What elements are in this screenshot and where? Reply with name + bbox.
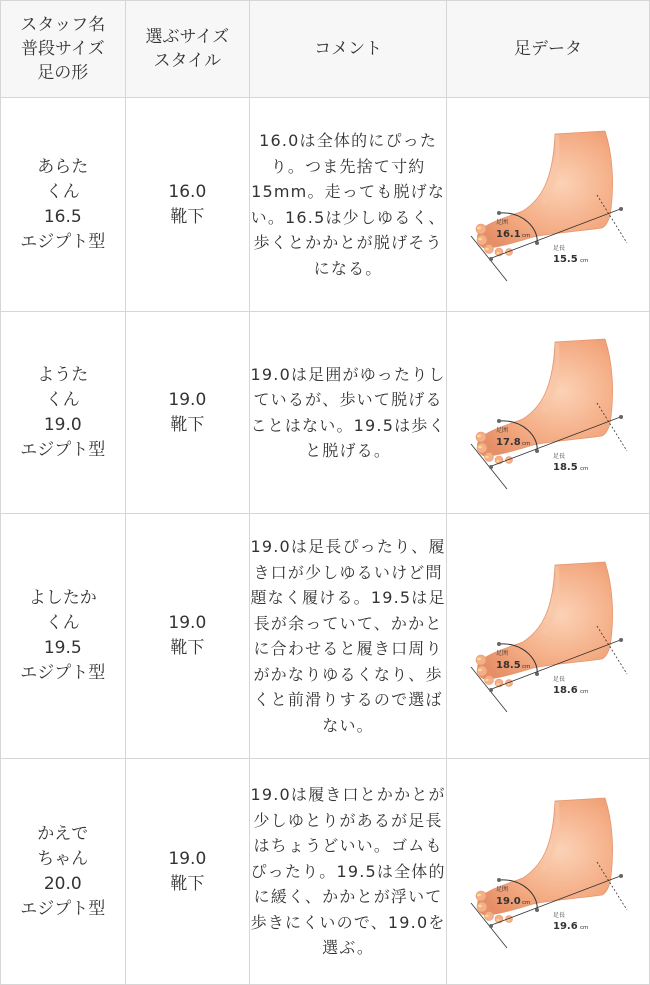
table-row — [1, 98, 650, 312]
comment-cell: 19.0は足長ぴったり、履き口が少しゆるいけど問題なく履ける。19.5は足長が余っていて、かかとに合わせると履き口周りがかなりゆるくなり、歩くと前滑りするので選ばない。 — [250, 514, 447, 759]
foot-data-cell — [447, 759, 650, 985]
staff-name-line: くん — [45, 389, 80, 410]
foot-data-cell — [447, 514, 650, 759]
header-staff-line: 足の形 — [37, 63, 89, 83]
chosen-size: 16.0 — [168, 181, 207, 202]
foot-data-cell — [447, 98, 650, 312]
style: 靴下 — [170, 206, 205, 227]
size-cell — [125, 759, 250, 985]
foot-shape: エジプト型 — [20, 663, 106, 683]
table-row — [1, 312, 650, 514]
header-staff — [1, 1, 126, 98]
table-header-row — [1, 1, 650, 98]
foot-shape: エジプト型 — [20, 898, 106, 919]
length-value: 15.5 — [553, 253, 578, 265]
girth-value: 16.1 — [496, 228, 521, 240]
foot-illustration — [463, 333, 633, 493]
staff-name-line: くん — [45, 181, 80, 202]
staff-cell — [1, 759, 126, 985]
foot-illustration — [463, 125, 633, 285]
girth-value: 18.5 — [496, 660, 521, 671]
foot-illustration — [463, 792, 633, 952]
staff-name-line: よしたか — [28, 588, 97, 608]
staff-cell — [1, 98, 126, 312]
header-comment: コメント — [250, 1, 447, 98]
chosen-size: 19.0 — [168, 613, 207, 633]
length-unit: cm — [580, 924, 589, 931]
usual-size: 19.0 — [43, 414, 82, 435]
foot-data-cell — [447, 312, 650, 514]
length-value: 18.5 — [553, 461, 578, 473]
staff-cell — [1, 312, 126, 514]
size-cell — [125, 98, 250, 312]
header-foot-data: 足データ — [447, 1, 650, 98]
girth-label: 足囲 — [496, 218, 509, 226]
length-label: 足長 — [553, 676, 566, 683]
size-cell — [125, 312, 250, 514]
girth-unit: cm — [522, 664, 531, 670]
staff-cell — [1, 514, 126, 759]
girth-unit: cm — [522, 440, 531, 447]
girth-unit: cm — [522, 232, 531, 239]
staff-name-line: くん — [45, 613, 80, 633]
comment-cell: 19.0は履き口とかかとが少しゆとりがあるが足長はちょうどいい。ゴムもぴったり。19.5は全体的に緩く、かかとが浮いて歩きにくいので、19.0を選ぶ。 — [250, 759, 447, 985]
header-staff-line: スタッフ名 — [20, 15, 106, 35]
comment-cell: 19.0は足囲がゆったりしているが、歩いて脱げることはない。19.5は歩くと脱げる。 — [250, 312, 447, 514]
girth-value: 19.0 — [496, 895, 521, 907]
length-unit: cm — [580, 465, 589, 472]
style: 靴下 — [170, 638, 205, 658]
table-row — [1, 514, 650, 759]
header-staff-line: 普段サイズ — [20, 39, 105, 59]
girth-label: 足囲 — [496, 650, 509, 657]
usual-size: 16.5 — [43, 206, 82, 227]
staff-name-line: ちゃん — [37, 848, 89, 869]
chosen-size: 19.0 — [168, 389, 207, 410]
usual-size: 19.5 — [43, 638, 82, 658]
girth-value: 17.8 — [496, 436, 521, 448]
style: 靴下 — [170, 873, 205, 894]
table-row — [1, 759, 650, 985]
staff-name-line: ようた — [37, 364, 89, 385]
style: 靴下 — [170, 414, 205, 435]
comment-cell: 16.0は全体的にぴったり。つま先捨て寸約15mm。走っても脱げない。16.5は少しゆるく、歩くとかかとが脱げそうになる。 — [250, 98, 447, 312]
girth-unit: cm — [522, 899, 531, 906]
length-unit: cm — [580, 257, 589, 264]
usual-size: 20.0 — [43, 873, 82, 894]
header-size-line: スタイル — [153, 51, 222, 71]
chosen-size: 19.0 — [168, 848, 207, 869]
length-unit: cm — [580, 689, 589, 695]
length-value: 19.6 — [553, 920, 578, 932]
staff-name-line: あらた — [37, 156, 89, 177]
size-cell — [125, 514, 250, 759]
length-value: 18.6 — [553, 685, 578, 696]
header-size — [125, 1, 250, 98]
foot-shape: エジプト型 — [20, 439, 106, 460]
staff-name-line: かえで — [37, 823, 89, 844]
girth-label: 足囲 — [496, 885, 509, 893]
foot-illustration — [463, 556, 633, 716]
length-label: 足長 — [553, 452, 566, 460]
length-label: 足長 — [553, 244, 566, 252]
header-size-line: 選ぶサイズ — [145, 27, 230, 47]
girth-label: 足囲 — [496, 426, 509, 434]
foot-shape: エジプト型 — [20, 231, 106, 252]
length-label: 足長 — [553, 911, 566, 919]
